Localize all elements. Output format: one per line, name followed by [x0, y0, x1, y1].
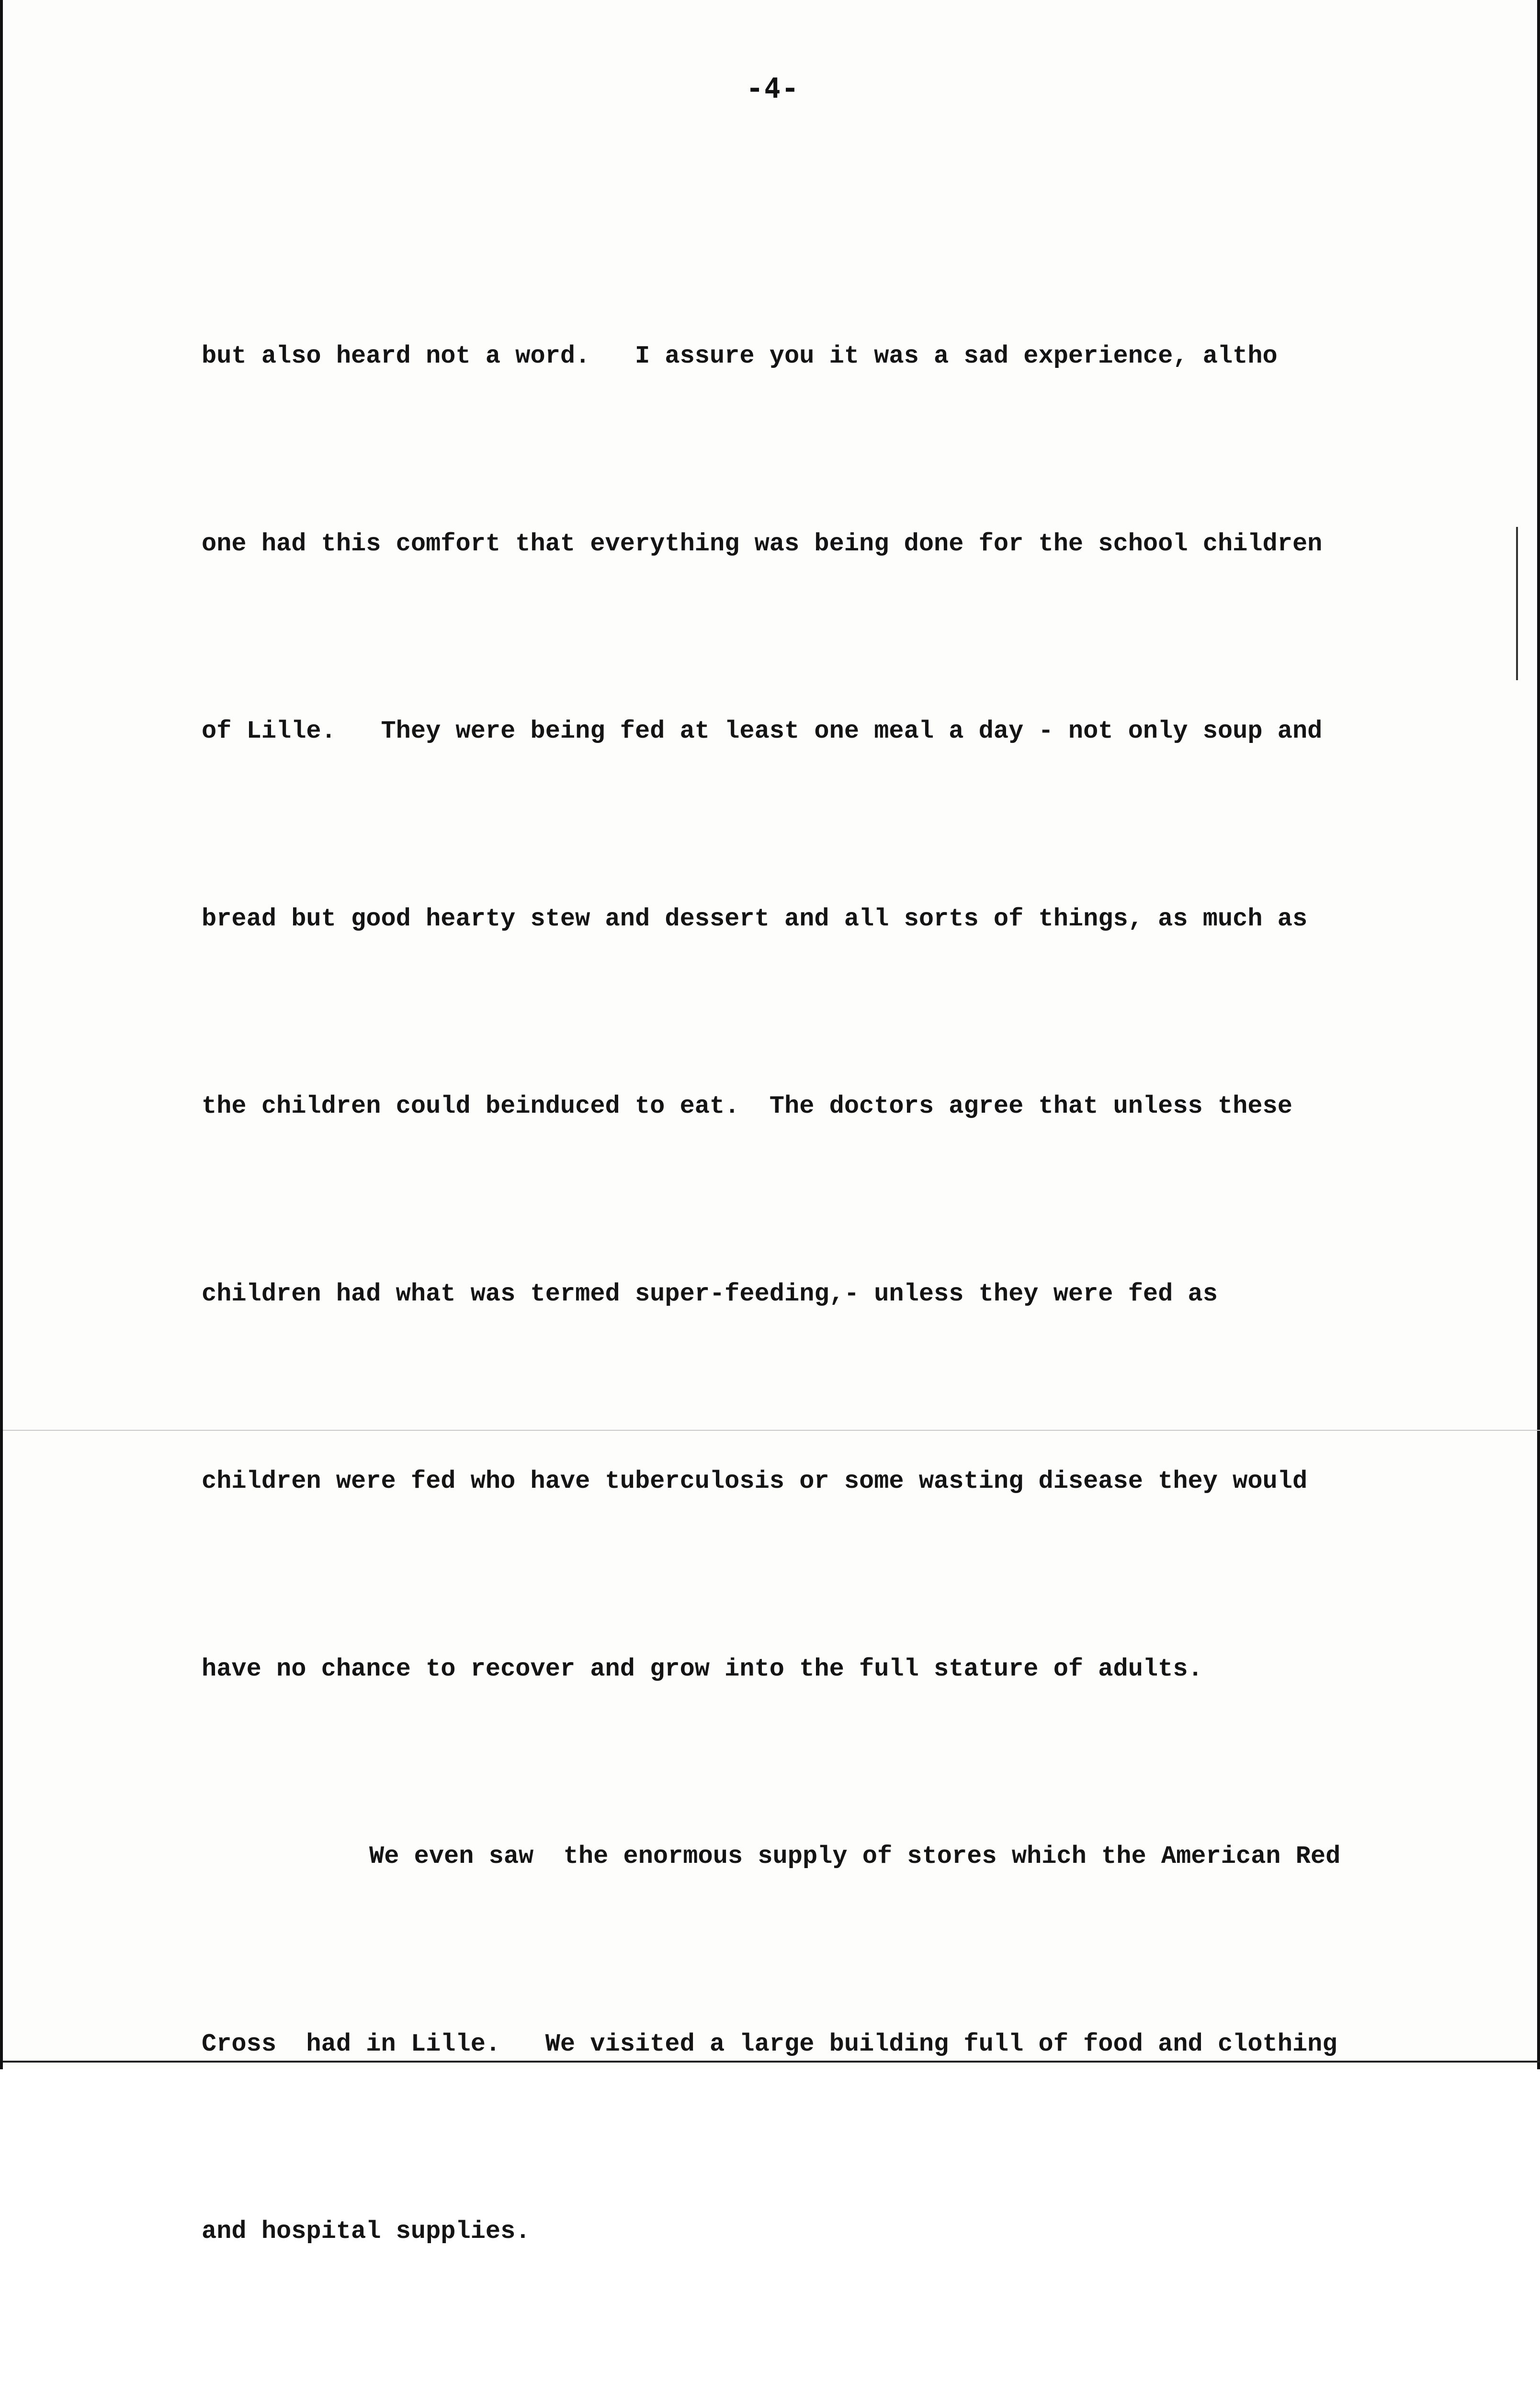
text-line: the children could beinduced to eat. The doctors agree that unless these — [202, 1075, 1427, 1138]
text-line: one had this comfort that everything was being done for the school children — [202, 513, 1427, 576]
text-line: and hospital supplies. — [202, 2201, 1427, 2263]
body-text — [202, 200, 1427, 2395]
paragraph-first-line — [202, 2388, 1427, 2395]
text-line: of Lille. They were being fed at least one meal a day - not only soup and — [202, 700, 1427, 763]
scan-edge-mark — [1516, 527, 1518, 680]
text-line: children had what was termed super-feeding,- unless they were fed as — [202, 1263, 1427, 1326]
fold-crease — [3, 1430, 1540, 1431]
text-line: but also heard not a word. I assure you it was a sad experience, altho — [202, 325, 1427, 388]
text-line: have no chance to recover and grow into the full stature of adults. — [202, 1638, 1427, 1701]
text-line: children were fed who have tuberculosis or some wasting disease they would — [202, 1450, 1427, 1513]
text-line: Cross had in Lille. We visited a large building full of food and clothing — [202, 2013, 1427, 2076]
page-number: -4- — [3, 72, 1540, 104]
text-line: bread but good hearty stew and dessert and all sorts of things, as much as — [202, 888, 1427, 951]
scan-bottom-edge — [3, 2061, 1540, 2063]
paragraph-first-line: We even saw the enormous supply of stores which the American Red — [202, 1825, 1427, 1888]
